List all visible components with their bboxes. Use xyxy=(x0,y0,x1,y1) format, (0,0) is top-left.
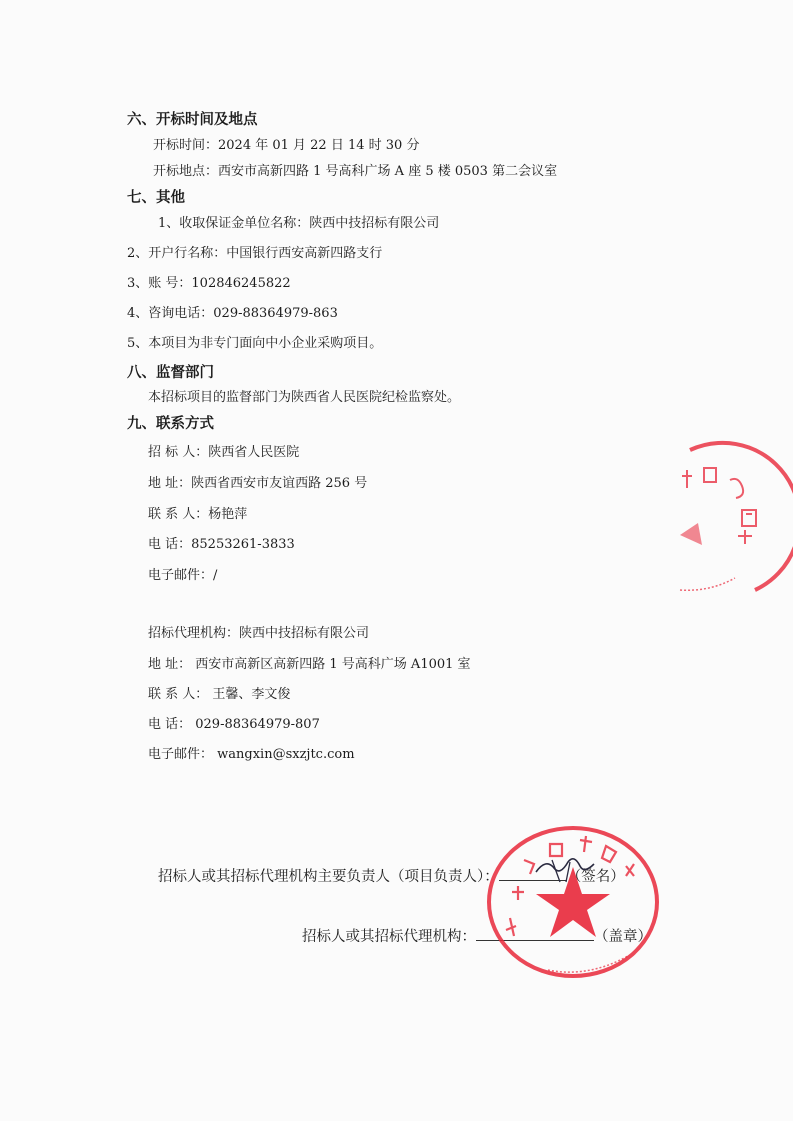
signature-suffix-seal: （盖章） xyxy=(594,929,652,945)
agency-seal xyxy=(478,822,668,982)
agency-address: 地 址： 西安市高新区高新四路 1 号高科广场 A1001 室 xyxy=(148,657,471,672)
other-item-5: 5、本项目为非专门面向中小企业采购项目。 xyxy=(127,336,383,351)
tenderer-address: 地 址：陕西省西安市友谊西路 256 号 xyxy=(148,476,368,491)
section-heading-contact: 九、联系方式 xyxy=(127,416,214,432)
other-item-3: 3、账 号：102846245822 xyxy=(127,276,291,291)
signature-label-agency: 招标人或其招标代理机构： xyxy=(302,929,476,945)
opening-place: 开标地点：西安市高新四路 1 号高科广场 A 座 5 楼 0503 第二会议室 xyxy=(153,164,558,179)
agency-phone: 电 话： 029-88364979-807 xyxy=(148,717,320,732)
tenderer-person: 联 系 人：杨艳萍 xyxy=(148,507,248,522)
supervision-text: 本招标项目的监督部门为陕西省人民医院纪检监察处。 xyxy=(148,390,461,405)
section-heading-opening: 六、开标时间及地点 xyxy=(127,112,258,128)
opening-time: 开标时间：2024 年 01 月 22 日 14 时 30 分 xyxy=(153,138,420,153)
signature-label-responsible: 招标人或其招标代理机构主要负责人（项目负责人）： xyxy=(158,869,499,885)
other-item-2: 2、开户行名称：中国银行西安高新四路支行 xyxy=(127,246,383,261)
other-item-4: 4、咨询电话：029-88364979-863 xyxy=(127,306,338,321)
tenderer-email: 电子邮件：/ xyxy=(148,568,218,583)
tenderer-name: 招 标 人：陕西省人民医院 xyxy=(148,445,300,460)
agency-name: 招标代理机构：陕西中技招标有限公司 xyxy=(148,626,370,641)
signature-suffix-sign: （签名） xyxy=(566,869,625,885)
tenderer-phone: 电 话：85253261-3833 xyxy=(148,537,295,552)
agency-person: 联 系 人： 王馨、李文俊 xyxy=(148,687,291,702)
other-item-1: 1、收取保证金单位名称：陕西中技招标有限公司 xyxy=(158,216,440,231)
agency-email: 电子邮件： wangxin@sxzjtc.com xyxy=(148,747,355,762)
section-heading-other: 七、其他 xyxy=(127,190,185,206)
hospital-seal-partial xyxy=(660,440,793,600)
section-heading-supervision: 八、监督部门 xyxy=(127,365,214,381)
